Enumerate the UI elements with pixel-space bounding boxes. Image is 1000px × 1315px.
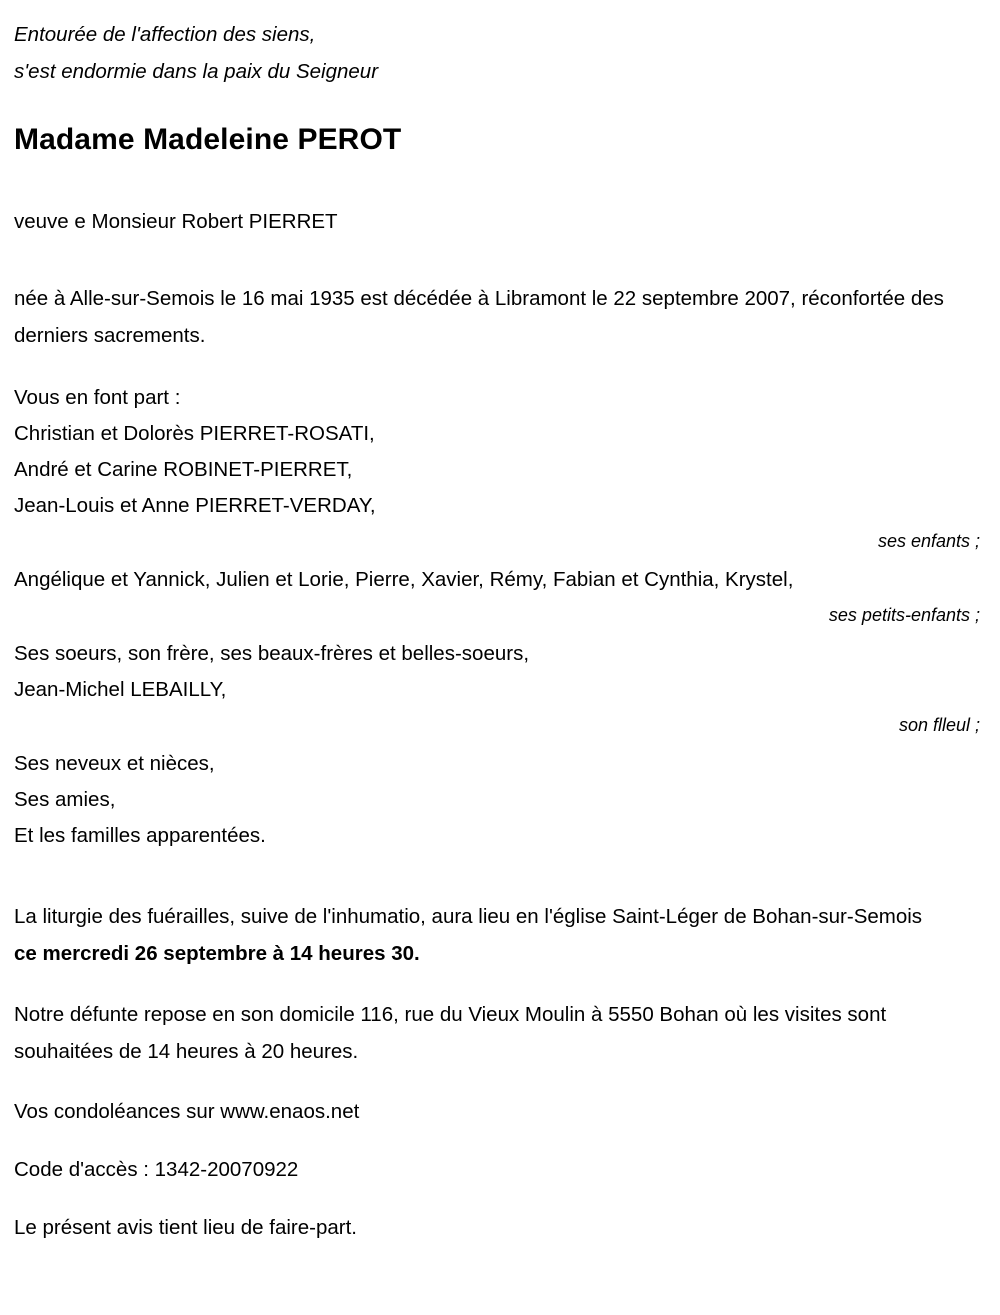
children-list: [14, 416, 988, 524]
children-relation-label: ses enfants ;: [877, 531, 980, 551]
child-line: Jean-Louis et Anne PIERRET-VERDAY,: [14, 494, 376, 517]
closing-line: Le présent avis tient lieu de faire-part.: [14, 1216, 357, 1239]
intro-block: [14, 16, 988, 90]
siblings-list: [14, 636, 988, 708]
announcement-block: [14, 380, 988, 854]
liturgy-datetime: ce mercredi 26 septembre à 14 heures 30.: [14, 942, 420, 965]
birth-death-paragraph: née à Alle-sur-Semois le 16 mai 1935 est décédée à Libramont le 22 septembre 2007, réconfortée des derniers sacrements.: [14, 287, 950, 347]
liturgy-text: La liturgie des fuérailles, suive de l'inhumatio, aura lieu en l'église Saint-Léger de Bohan-sur-Semois: [14, 905, 928, 928]
other-relative-line: Et les familles apparentées.: [14, 824, 266, 847]
grandchild-line: Angélique et Yannick, Julien et Lorie, Pierre, Xavier, Rémy, Fabian et Cynthia, Krystel,: [14, 568, 794, 591]
access-code-line: Code d'accès : 1342-20070922: [14, 1158, 299, 1181]
godson-relation-label: son flleul ;: [898, 715, 980, 735]
child-line: André et Carine ROBINET-PIERRET,: [14, 458, 353, 481]
spouse-line: veuve e Monsieur Robert PIERRET: [14, 210, 338, 233]
deceased-name: Madame Madeleine PEROT: [14, 123, 402, 156]
grandchildren-list: [14, 562, 988, 598]
other-relatives-list: [14, 746, 988, 854]
condolences-line: Vos condoléances sur www.enaos.net: [14, 1100, 360, 1123]
sibling-line: Ses soeurs, son frère, ses beaux-frères et belles-soeurs,: [14, 642, 530, 665]
announce-intro: Vous en font part :: [14, 386, 181, 409]
intro-line-2: s'est endormie dans la paix du Seigneur: [14, 60, 379, 83]
liturgy-paragraph: [14, 898, 939, 972]
other-relative-line: Ses neveux et nièces,: [14, 752, 215, 775]
grandchildren-relation-label: ses petits-enfants ;: [828, 605, 980, 625]
other-relative-line: Ses amies,: [14, 788, 116, 811]
repose-paragraph: Notre défunte repose en son domicile 116, rue du Vieux Moulin à 5550 Bohan où les visites sont souhaitées de 14 heures à 20 heures.: [14, 1003, 892, 1063]
child-line: Christian et Dolorès PIERRET-ROSATI,: [14, 422, 375, 445]
godson-name-line: Jean-Michel LEBAILLY,: [14, 678, 227, 701]
intro-line-1: Entourée de l'affection des siens,: [14, 23, 316, 46]
